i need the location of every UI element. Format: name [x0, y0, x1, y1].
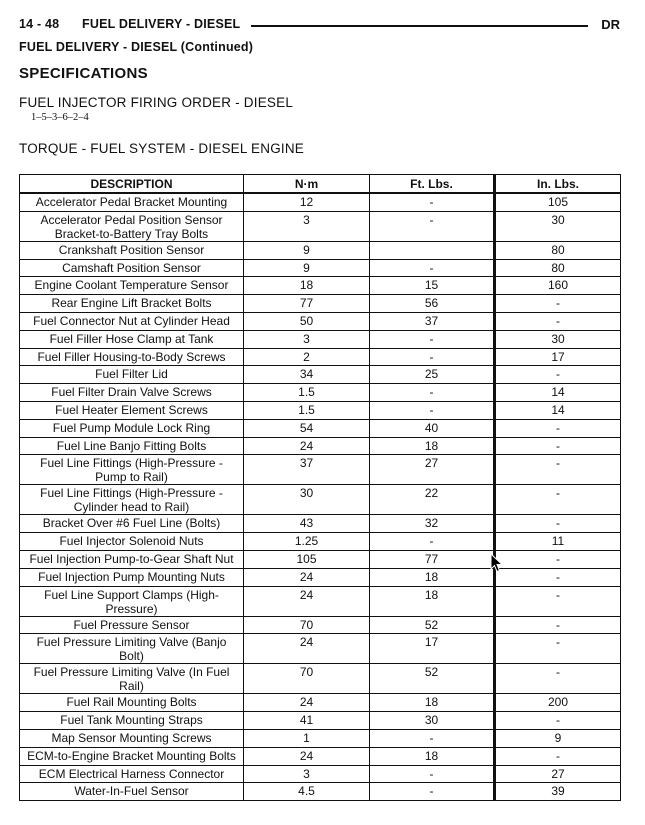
- cell-ft-lbs: 56: [370, 295, 495, 313]
- table-row: [20, 515, 621, 533]
- cell-in-lbs: 30: [495, 330, 621, 348]
- cell-in-lbs: -: [495, 515, 621, 533]
- table-row: [20, 401, 621, 419]
- cell-description: Fuel Injector Solenoid Nuts: [20, 533, 244, 551]
- cell-description: ECM-to-Engine Bracket Mounting Bolts: [20, 747, 244, 765]
- cell-ft-lbs: 18: [370, 694, 495, 712]
- cell-ft-lbs: 25: [370, 366, 495, 384]
- cell-ft-lbs: 18: [370, 586, 495, 616]
- cell-ft-lbs: 30: [370, 712, 495, 730]
- cell-description: Fuel Pressure Limiting Valve (In Fuel Rail): [20, 664, 244, 694]
- table-row: [20, 568, 621, 586]
- cell-in-lbs: 39: [495, 783, 621, 801]
- section-title: FUEL DELIVERY - DIESEL (Continued): [19, 40, 254, 54]
- header-rule: [251, 25, 588, 27]
- cell-description: Accelerator Pedal Bracket Mounting: [20, 193, 244, 211]
- cell-description: Fuel Connector Nut at Cylinder Head: [20, 312, 244, 330]
- cell-in-lbs: -: [495, 485, 621, 515]
- cell-nm: 24: [244, 586, 370, 616]
- cell-nm: 1.5: [244, 401, 370, 419]
- cell-ft-lbs: 37: [370, 312, 495, 330]
- cell-ft-lbs: 27: [370, 455, 495, 485]
- cell-description: Fuel Heater Element Screws: [20, 401, 244, 419]
- specifications-heading: SPECIFICATIONS: [19, 65, 148, 82]
- running-title: FUEL DELIVERY - DIESEL: [82, 17, 241, 31]
- cell-in-lbs: -: [495, 712, 621, 730]
- cell-ft-lbs: -: [370, 348, 495, 366]
- cell-description: Fuel Pressure Sensor: [20, 616, 244, 634]
- model-code: DR: [601, 17, 620, 32]
- cell-nm: 24: [244, 747, 370, 765]
- cell-nm: 9: [244, 259, 370, 277]
- cell-description: Map Sensor Mounting Screws: [20, 729, 244, 747]
- cell-description: Fuel Filler Hose Clamp at Tank: [20, 330, 244, 348]
- cell-nm: 34: [244, 366, 370, 384]
- cell-nm: 70: [244, 664, 370, 694]
- cell-description: Fuel Filter Drain Valve Screws: [20, 384, 244, 402]
- column-header-description: DESCRIPTION: [20, 175, 244, 194]
- cell-description: Fuel Line Banjo Fitting Bolts: [20, 437, 244, 455]
- cell-in-lbs: 9: [495, 729, 621, 747]
- cell-nm: 24: [244, 634, 370, 664]
- cell-description: Crankshaft Position Sensor: [20, 241, 244, 259]
- cell-ft-lbs: -: [370, 384, 495, 402]
- cell-ft-lbs: [370, 241, 495, 259]
- table-row: [20, 348, 621, 366]
- cell-nm: 1.5: [244, 384, 370, 402]
- cell-ft-lbs: 18: [370, 747, 495, 765]
- cell-description: Camshaft Position Sensor: [20, 259, 244, 277]
- table-row: [20, 694, 621, 712]
- table-row: [20, 747, 621, 765]
- cell-ft-lbs: 32: [370, 515, 495, 533]
- cell-in-lbs: -: [495, 616, 621, 634]
- cell-description: Fuel Tank Mounting Straps: [20, 712, 244, 730]
- torque-table: [19, 174, 621, 801]
- cell-ft-lbs: 15: [370, 277, 495, 295]
- cell-in-lbs: -: [495, 419, 621, 437]
- table-row: [20, 664, 621, 694]
- cell-description: Fuel Line Support Clamps (High-Pressure): [20, 586, 244, 616]
- cell-nm: 12: [244, 193, 370, 211]
- cell-in-lbs: 80: [495, 259, 621, 277]
- cell-in-lbs: 11: [495, 533, 621, 551]
- cell-description: Fuel Line Fittings (High-Pressure - Pump to Rail): [20, 455, 244, 485]
- cell-ft-lbs: 18: [370, 568, 495, 586]
- firing-order-heading: FUEL INJECTOR FIRING ORDER - DIESEL: [19, 95, 294, 110]
- column-header-ft-lbs: Ft. Lbs.: [370, 175, 495, 194]
- table-row: [20, 259, 621, 277]
- cell-in-lbs: -: [495, 664, 621, 694]
- cell-description: Water-In-Fuel Sensor: [20, 783, 244, 801]
- cell-nm: 41: [244, 712, 370, 730]
- cell-in-lbs: 14: [495, 401, 621, 419]
- table-row: [20, 783, 621, 801]
- cell-ft-lbs: -: [370, 533, 495, 551]
- cell-nm: 24: [244, 694, 370, 712]
- cell-ft-lbs: -: [370, 193, 495, 211]
- cell-in-lbs: 160: [495, 277, 621, 295]
- cell-in-lbs: 27: [495, 765, 621, 783]
- table-row: [20, 241, 621, 259]
- cell-ft-lbs: 22: [370, 485, 495, 515]
- cell-nm: 43: [244, 515, 370, 533]
- cell-in-lbs: 80: [495, 241, 621, 259]
- cell-nm: 1.25: [244, 533, 370, 551]
- table-row: [20, 586, 621, 616]
- table-row: [20, 550, 621, 568]
- firing-order-value: 1–5–3–6–2–4: [31, 112, 89, 123]
- cell-in-lbs: 200: [495, 694, 621, 712]
- cell-in-lbs: -: [495, 747, 621, 765]
- cell-nm: 30: [244, 485, 370, 515]
- cell-ft-lbs: 40: [370, 419, 495, 437]
- cell-nm: 54: [244, 419, 370, 437]
- cell-in-lbs: 105: [495, 193, 621, 211]
- cell-description: Accelerator Pedal Position Sensor Bracket-to-Battery Tray Bolts: [20, 211, 244, 241]
- cell-ft-lbs: -: [370, 729, 495, 747]
- cell-nm: 24: [244, 437, 370, 455]
- cell-in-lbs: -: [495, 295, 621, 313]
- table-row: [20, 330, 621, 348]
- cell-nm: 105: [244, 550, 370, 568]
- cell-nm: 4.5: [244, 783, 370, 801]
- cell-description: Rear Engine Lift Bracket Bolts: [20, 295, 244, 313]
- cell-description: Fuel Rail Mounting Bolts: [20, 694, 244, 712]
- cell-ft-lbs: -: [370, 330, 495, 348]
- cell-in-lbs: 14: [495, 384, 621, 402]
- cell-description: Engine Coolant Temperature Sensor: [20, 277, 244, 295]
- table-row: [20, 765, 621, 783]
- cell-nm: 3: [244, 330, 370, 348]
- cell-in-lbs: -: [495, 366, 621, 384]
- table-row: [20, 419, 621, 437]
- cell-description: Fuel Pressure Limiting Valve (Banjo Bolt): [20, 634, 244, 664]
- table-row: [20, 729, 621, 747]
- cell-in-lbs: -: [495, 568, 621, 586]
- cell-nm: 3: [244, 765, 370, 783]
- table-row: [20, 211, 621, 241]
- cell-ft-lbs: -: [370, 765, 495, 783]
- cell-description: Fuel Line Fittings (High-Pressure - Cylinder head to Rail): [20, 485, 244, 515]
- torque-table-body: [20, 193, 621, 801]
- torque-table-wrapper: [19, 174, 620, 801]
- table-row: [20, 193, 621, 211]
- cell-in-lbs: 30: [495, 211, 621, 241]
- table-header-row: [20, 175, 621, 194]
- column-header-in-lbs: In. Lbs.: [495, 175, 621, 194]
- table-row: [20, 384, 621, 402]
- cell-description: Fuel Injection Pump-to-Gear Shaft Nut: [20, 550, 244, 568]
- cell-ft-lbs: 77: [370, 550, 495, 568]
- cell-nm: 2: [244, 348, 370, 366]
- cell-nm: 1: [244, 729, 370, 747]
- cell-nm: 70: [244, 616, 370, 634]
- cell-in-lbs: -: [495, 312, 621, 330]
- cell-in-lbs: -: [495, 437, 621, 455]
- cell-ft-lbs: -: [370, 211, 495, 241]
- table-row: [20, 366, 621, 384]
- cell-ft-lbs: -: [370, 259, 495, 277]
- cell-in-lbs: 17: [495, 348, 621, 366]
- cell-nm: 9: [244, 241, 370, 259]
- column-header-nm: N·m: [244, 175, 370, 194]
- cell-ft-lbs: -: [370, 783, 495, 801]
- cell-description: Fuel Filler Housing-to-Body Screws: [20, 348, 244, 366]
- cell-in-lbs: -: [495, 634, 621, 664]
- cell-description: Fuel Injection Pump Mounting Nuts: [20, 568, 244, 586]
- cell-in-lbs: -: [495, 455, 621, 485]
- cell-nm: 3: [244, 211, 370, 241]
- cell-nm: 50: [244, 312, 370, 330]
- cell-description: Bracket Over #6 Fuel Line (Bolts): [20, 515, 244, 533]
- cell-nm: 24: [244, 568, 370, 586]
- cell-in-lbs: -: [495, 586, 621, 616]
- cell-description: ECM Electrical Harness Connector: [20, 765, 244, 783]
- table-row: [20, 277, 621, 295]
- table-row: [20, 634, 621, 664]
- cell-description: Fuel Pump Module Lock Ring: [20, 419, 244, 437]
- page-header: [19, 17, 620, 33]
- table-row: [20, 295, 621, 313]
- cell-ft-lbs: 52: [370, 616, 495, 634]
- page-number: 14 - 48: [19, 17, 60, 31]
- cell-nm: 77: [244, 295, 370, 313]
- cell-nm: 18: [244, 277, 370, 295]
- table-row: [20, 437, 621, 455]
- cell-nm: 37: [244, 455, 370, 485]
- table-row: [20, 485, 621, 515]
- table-row: [20, 312, 621, 330]
- mouse-pointer-icon: [490, 553, 503, 573]
- cell-ft-lbs: 18: [370, 437, 495, 455]
- table-row: [20, 455, 621, 485]
- cell-description: Fuel Filter Lid: [20, 366, 244, 384]
- cell-ft-lbs: -: [370, 401, 495, 419]
- torque-heading: TORQUE - FUEL SYSTEM - DIESEL ENGINE: [19, 141, 304, 156]
- table-row: [20, 712, 621, 730]
- cell-in-lbs: -: [495, 550, 621, 568]
- cell-ft-lbs: 52: [370, 664, 495, 694]
- cell-ft-lbs: 17: [370, 634, 495, 664]
- table-row: [20, 616, 621, 634]
- table-row: [20, 533, 621, 551]
